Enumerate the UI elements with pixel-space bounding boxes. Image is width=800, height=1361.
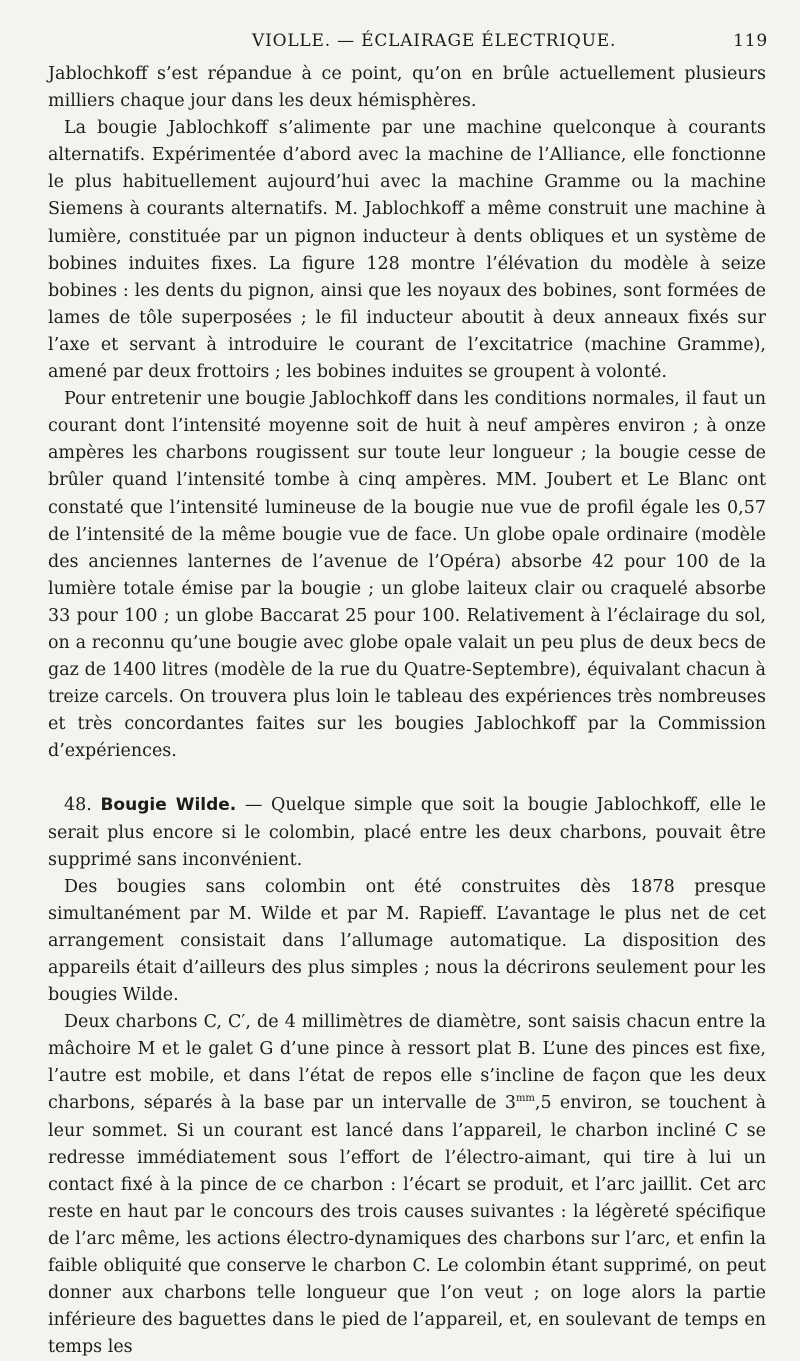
paragraph-text-part-a: Deux charbons C, C′, de 4 millimètres de diamètre, sont saisis chacun entre la mâchoire M et le galet G d’une pince à ressort plat B. L’une des pinces est fixe, l’autre est mobile, et dans l’état de repos elle s’incline de façon que les deux charbons, séparés à la base par un intervalle de 3 xyxy=(48,1012,766,1114)
page-header xyxy=(0,31,800,57)
unit-superscript: mm xyxy=(515,1093,535,1105)
running-title: VIOLLE. — ÉCLAIRAGE ÉLECTRIQUE. xyxy=(252,31,617,51)
section-48-paragraph xyxy=(48,792,766,873)
paragraph-sans-colombin: Des bougies sans colombin ont été construites dès 1878 presque simultanément par M. Wilde et par M. Rapieff. L’avantage le plus net de cet arrangement consistait dans l’allumage automatique. La disposition des appareils était d’ailleurs des plus simples ; nous la décrirons seulement pour les bougies Wilde. xyxy=(48,876,766,1006)
section-title: Bougie Wilde. xyxy=(100,795,237,816)
paragraph-continuation: Jablochkoff s’est répandue à ce point, qu’on en brûle actuellement plusieurs milliers chaque jour dans les deux hémisphères. xyxy=(48,64,766,112)
section-number: 48. xyxy=(64,795,92,816)
body-text xyxy=(48,61,766,1361)
paragraph-deux-charbons xyxy=(48,1009,766,1361)
section-intro-text: — Quelque simple que soit la bougie Jablochkoff, elle le serait plus encore si le colombin, placé entre les deux charbons, pouvait être supprimé sans inconvénient. xyxy=(48,795,766,870)
paragraph-text-part-b: ,5 environ, se touchent à leur sommet. Si un courant est lancé dans l’appareil, le charbon incliné C se redresse immédiatement sous l’effort de l’électro-aimant, qui tire à lui un contact fixé à la pince de ce charbon : l’écart se produit, et l’arc jaillit. Cet arc reste en haut par le concours des trois causes suivantes : la légèreté spécifique de l’arc même, les actions électro-dynamiques des charbons sur l’arc, et enfin la faible obliquité que conserve le charbon C. Le colombin étant supprimé, on peut donner aux charbons telle longueur que l’on veut ; on loge alors la partie inférieure des baguettes dans le pied de l’appareil, et, en soulevant de temps en temps les xyxy=(48,1093,766,1358)
paragraph-alimentation: La bougie Jablochkoff s’alimente par une machine quelconque à courants alternatifs. Expérimentée d’abord avec la machine de l’Alliance, elle fonctionne le plus habituellement aujourd’hui avec la machine Gramme ou la machine Siemens à courants alternatifs. M. Jablochkoff a même construit une machine à lumière, constituée par un pignon inducteur à dents obliques et un système de bobines induites fixes. La figure 128 montre l’élévation du modèle à seize bobines : les dents du pignon, ainsi que les noyaux des bobines, sont formées de lames de tôle superposées ; le fil inducteur aboutit à deux anneaux fixés sur l’axe et servant à introduire le courant de l’excitatrice (machine Gramme), amené par deux frottoirs ; les bobines induites se groupent à volonté. xyxy=(48,118,766,383)
paragraph-intensite: Pour entretenir une bougie Jablochkoff dans les conditions normales, il faut un courant dont l’intensité moyenne soit de huit à neuf ampères environ ; à onze ampères les charbons rougissent sur toute leur longueur ; la bougie cesse de brûler quand l’intensité tombe à cinq ampères. MM. Joubert et Le Blanc ont constaté que l’intensité lumineuse de la bougie nue vue de profil égale les 0,57 de l’intensité de la même bougie vue de face. Un globe opale ordinaire (modèle des anciennes lanternes de l’avenue de l’Opéra) absorbe 42 pour 100 de la lumière totale émise par la bougie ; un globe laiteux clair ou craquelé absorbe 33 pour 100 ; un globe Baccarat 25 pour 100. Relativement à l’éclairage du sol, on a reconnu qu’une bougie avec globe opale valait un peu plus de deux becs de gaz de 1400 litres (modèle de la rue du Quatre-Septembre), équivalant chacun à treize carcels. On trouvera plus loin le tableau des expériences très nombreuses et très concordantes faites sur les bougies Jablochkoff par la Commission d’expériences. xyxy=(48,389,766,762)
page-number: 119 xyxy=(733,31,768,51)
